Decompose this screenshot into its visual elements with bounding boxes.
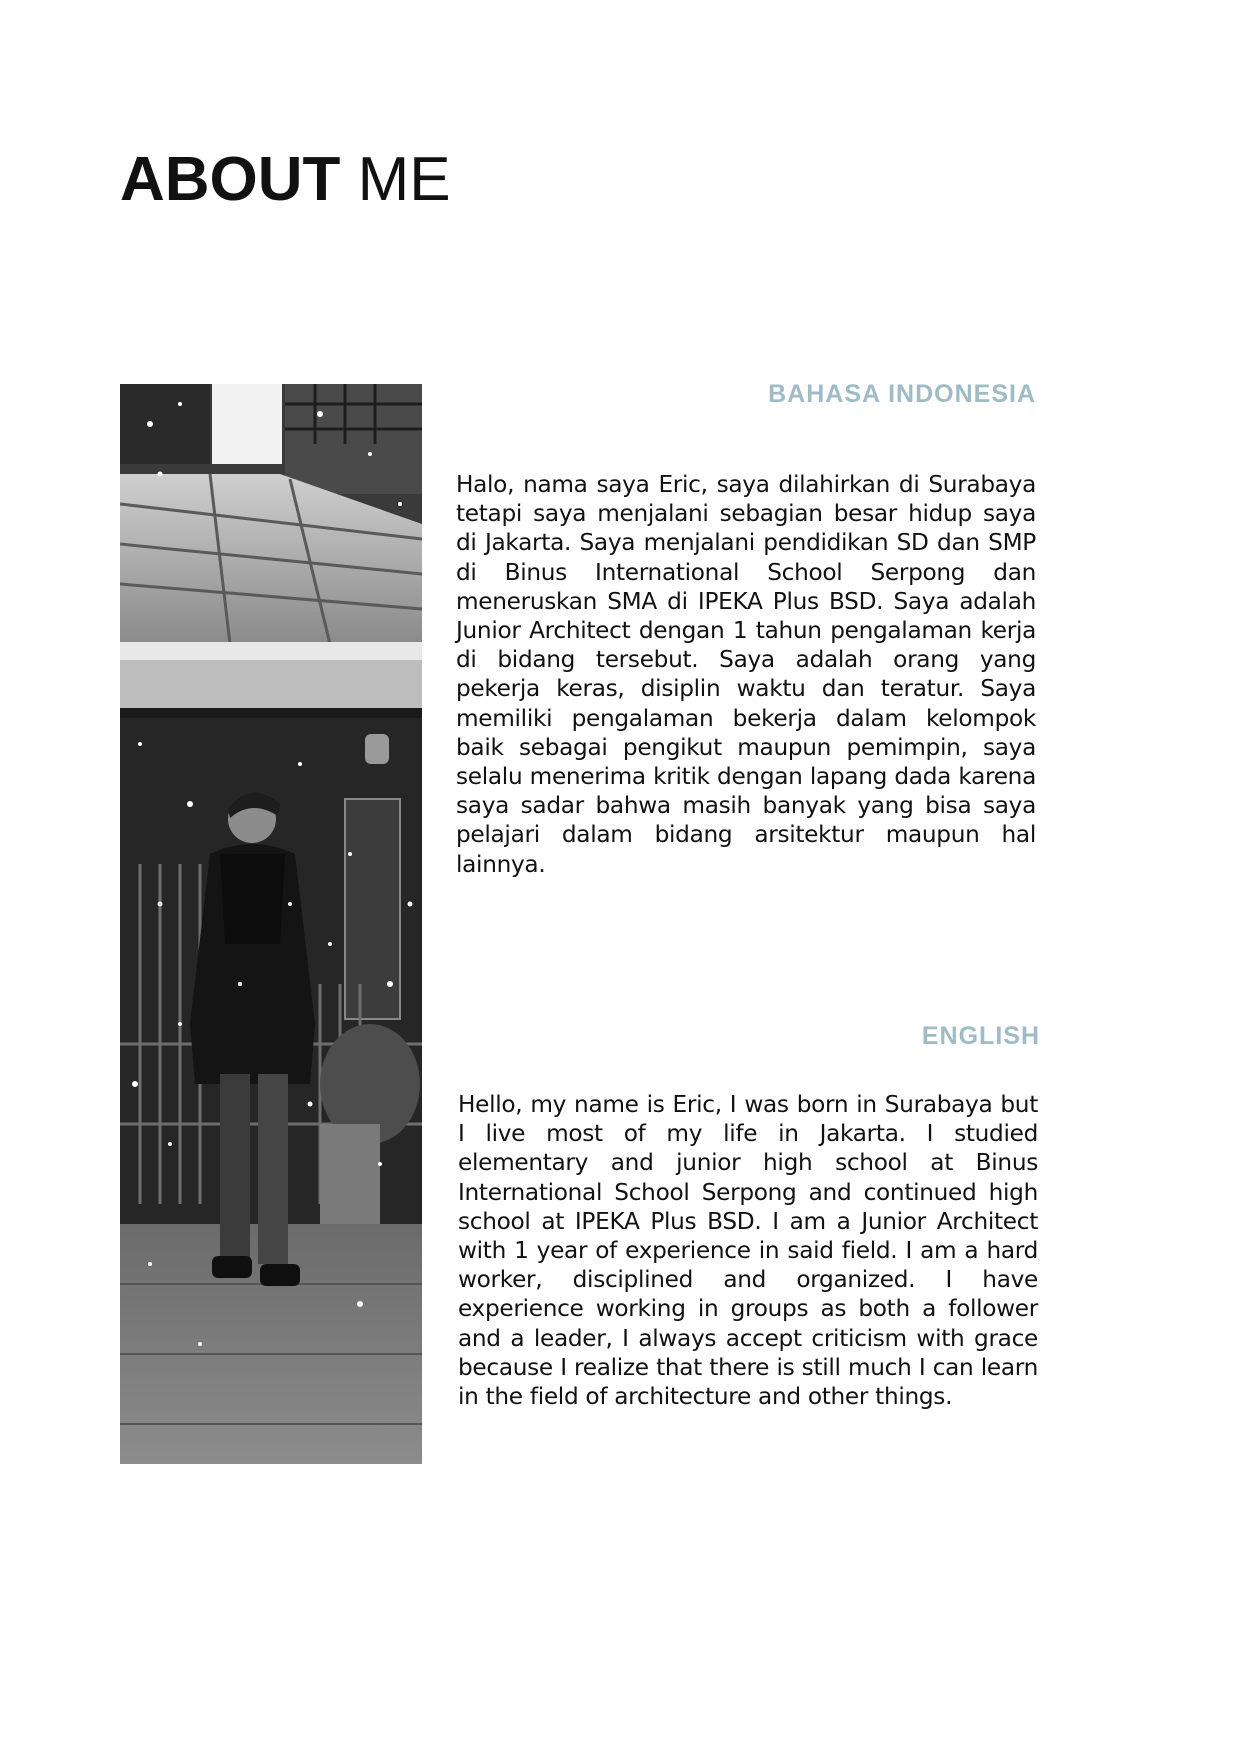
profile-photo (120, 384, 422, 1464)
section-heading-bahasa-indonesia: BAHASA INDONESIA (768, 380, 1036, 408)
bio-text-indonesian: Halo, nama saya Eric, saya dilahirkan di Surabaya tetapi saya menjalani sebagian besar hidup saya di Jakarta. Saya menjalani pendidikan SD dan SMP di Binus International School Serpong dan meneruskan SMA di IPEKA Plus BSD. Saya adalah Junior Architect dengan 1 tahun pengalaman kerja di bidang tersebut. Saya adalah orang yang pekerja keras, disiplin waktu dan teratur. Saya memiliki pengalaman bekerja dalam kelompok baik sebagai pengikut maupun pemimpin, saya selalu menerima kritik dengan lapang dada karena saya sadar bahwa masih banyak yang bisa saya pelajari dalam bidang arsitektur maupun hal lainnya. (456, 471, 1036, 878)
bio-text-english: Hello, my name is Eric, I was born in Surabaya but I live most of my life in Jakarta. I studied elementary and junior high school at Binus International School Serpong and continued high school at IPEKA Plus BSD. I am a Junior Architect with 1 year of experience in said field. I am a hard worker, disciplined and organized. I have experience working in groups as both a follower and a leader, I always accept criticism with grace because I realize that there is still much I can learn in the field of architecture and other things. (458, 1091, 1038, 1411)
title-bold-part: ABOUT (120, 145, 341, 214)
title-light-part: ME (357, 145, 451, 214)
section-heading-english: ENGLISH (921, 1022, 1040, 1050)
page-title (120, 140, 451, 220)
